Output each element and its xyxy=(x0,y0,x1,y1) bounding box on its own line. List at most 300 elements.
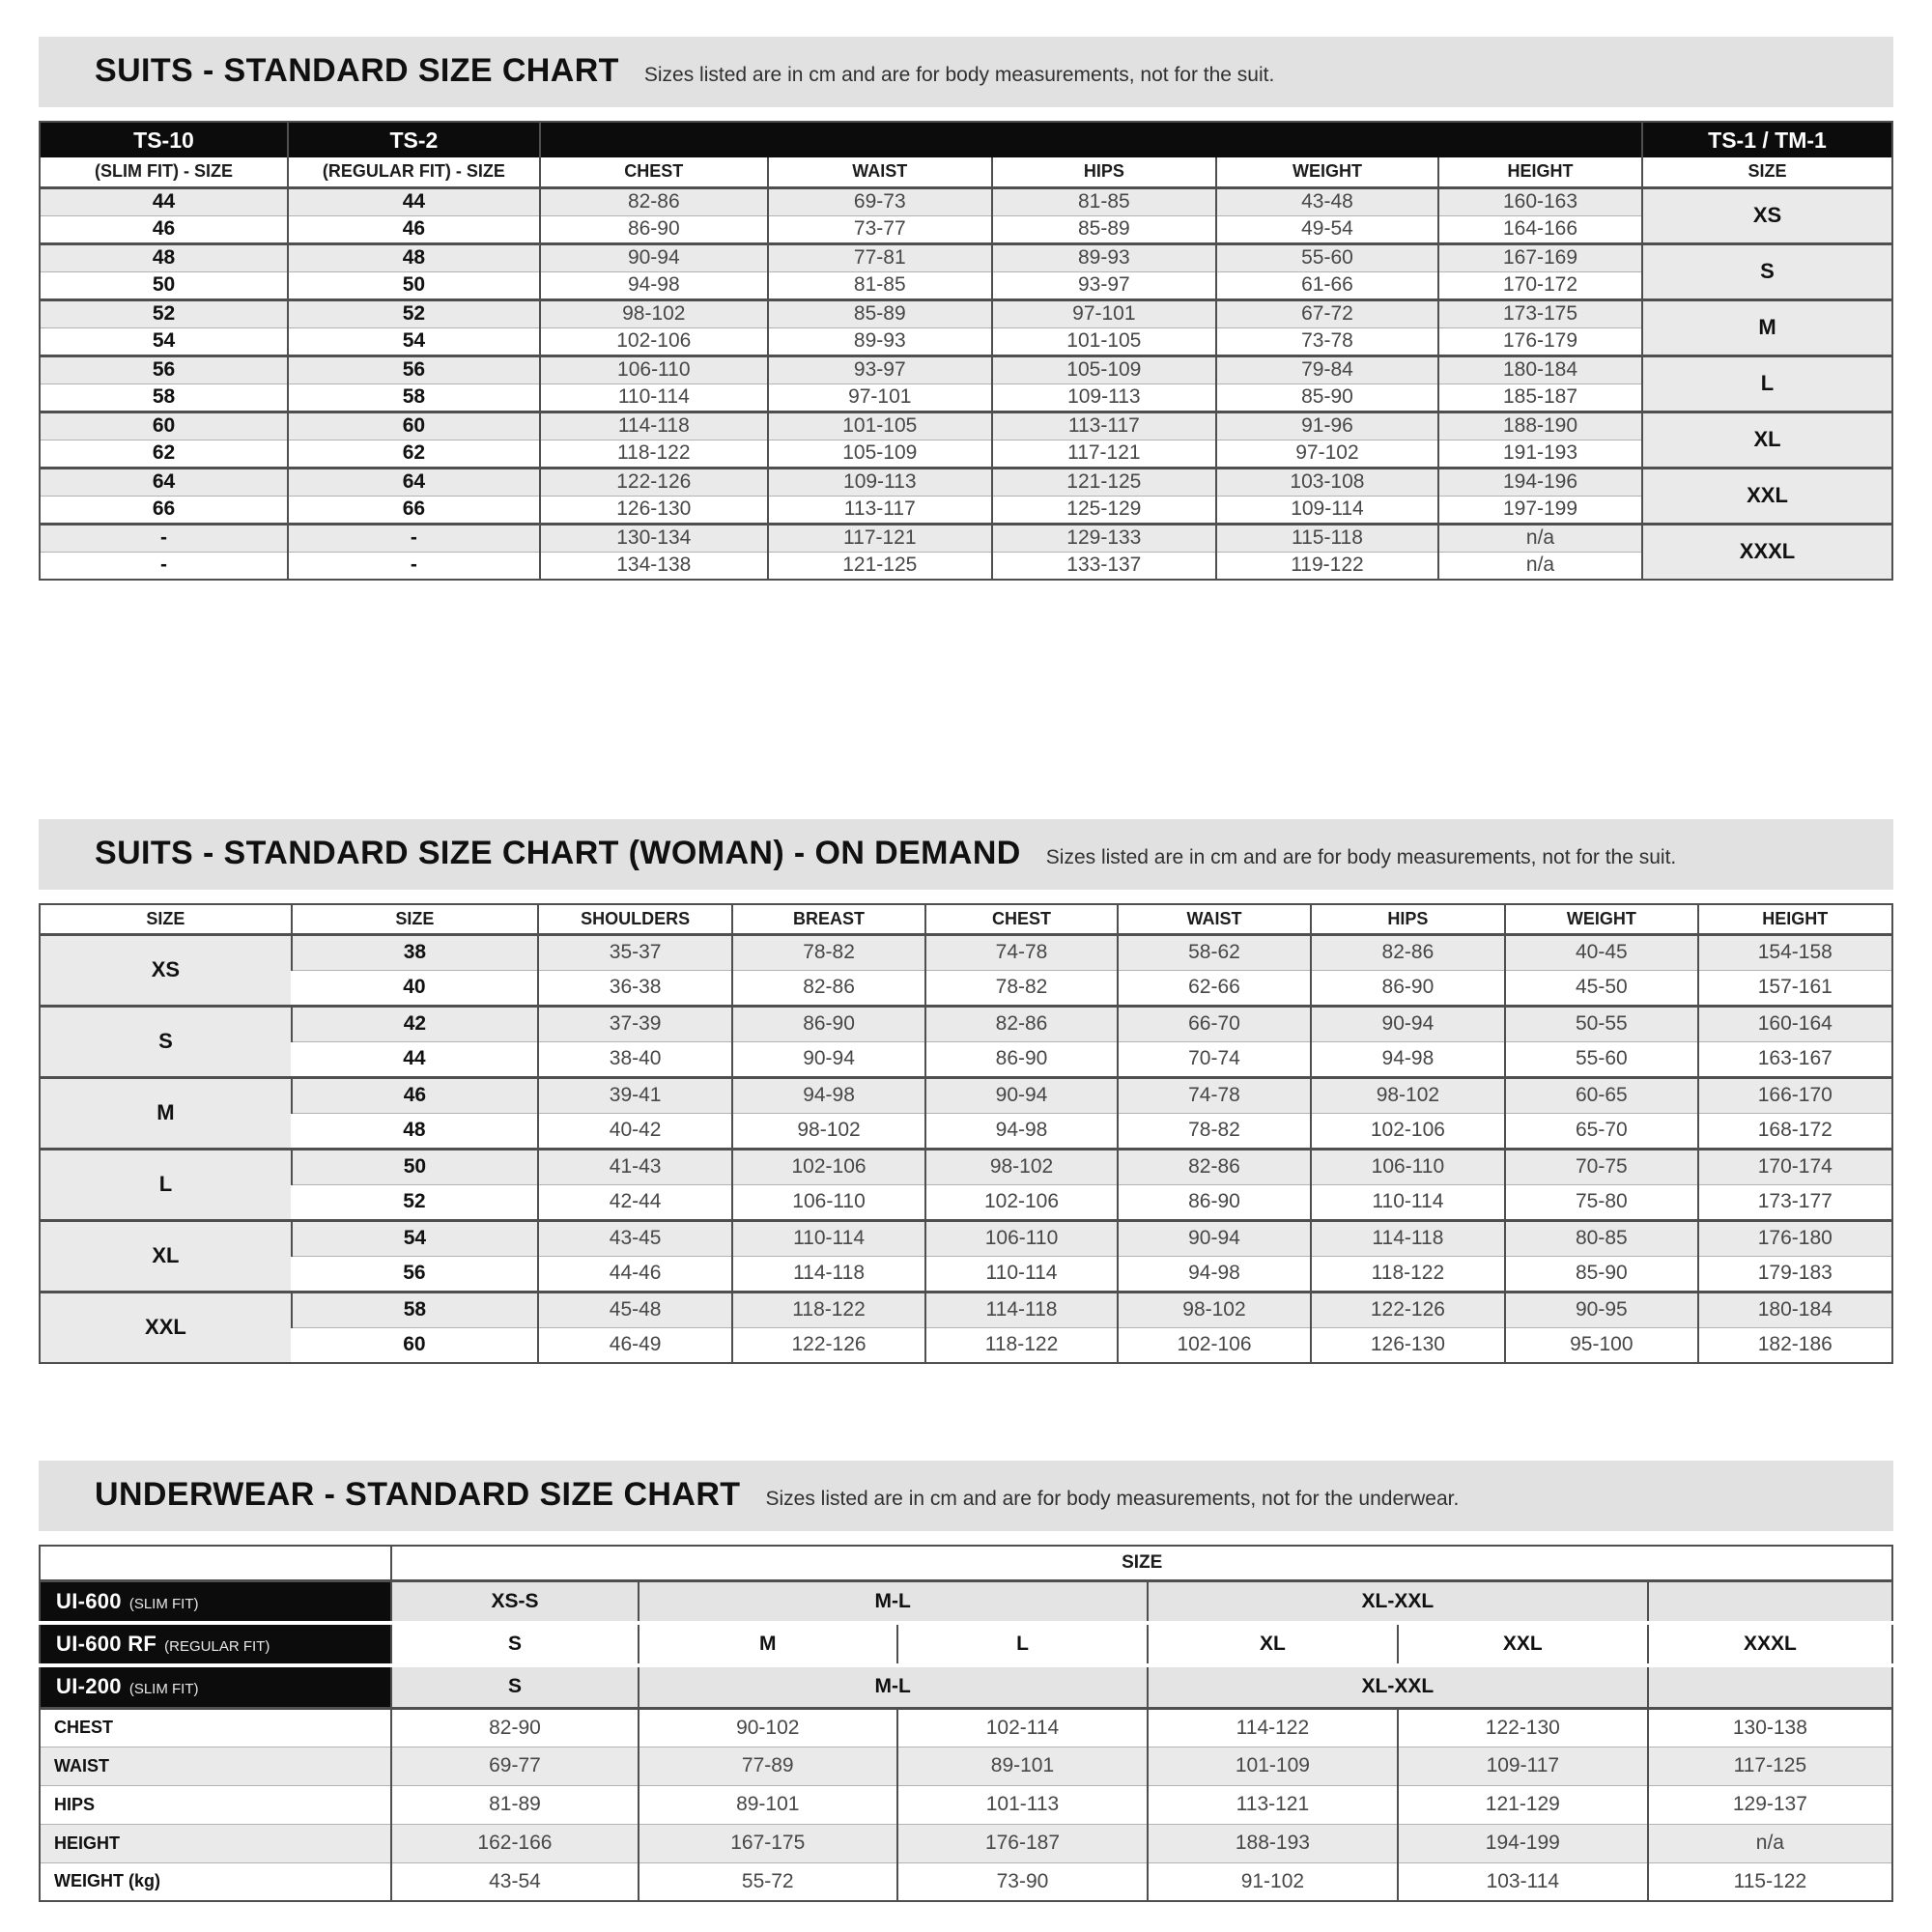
suits-men-hips-cell: 85-89 xyxy=(992,215,1216,243)
suits-men-ts2-size-cell: 44 xyxy=(288,187,540,215)
suits-woman-waist-cell: 82-86 xyxy=(1118,1149,1310,1184)
suits-woman-weight-cell: 60-65 xyxy=(1505,1077,1697,1113)
suits-men-weight-cell: 119-122 xyxy=(1216,552,1438,580)
suits-men-height-cell: 170-172 xyxy=(1438,271,1642,299)
underwear-waist-cell: 89-101 xyxy=(897,1747,1148,1785)
suits-men-ts2-size-cell: 50 xyxy=(288,271,540,299)
suits-men-height-cell: 185-187 xyxy=(1438,384,1642,412)
suits-woman-breast-cell: 90-94 xyxy=(732,1041,924,1077)
suits-men-waist-cell: 97-101 xyxy=(768,384,992,412)
suits-woman-shoulders-cell: 44-46 xyxy=(538,1256,732,1292)
suits-woman-shoulders-cell: 42-44 xyxy=(538,1184,732,1220)
suits-men-hips-cell: 81-85 xyxy=(992,187,1216,215)
suits-men-height-cell: n/a xyxy=(1438,552,1642,580)
suits-men-row-xxxl-1 xyxy=(40,552,1892,580)
underwear-chest-cell: 82-90 xyxy=(391,1708,638,1747)
suits-men-ts10-size-cell: - xyxy=(40,552,288,580)
suits-woman-size-number-cell: 40 xyxy=(292,970,538,1006)
suits-men-height-cell: 173-175 xyxy=(1438,299,1642,327)
suits-men-row-xl-0 xyxy=(40,412,1892,440)
suits-woman-size-number-cell: 46 xyxy=(292,1077,538,1113)
suits-men-weight-cell: 109-114 xyxy=(1216,496,1438,524)
suits-woman-height-cell: 166-170 xyxy=(1698,1077,1892,1113)
suits-men-chest-cell: 86-90 xyxy=(540,215,768,243)
suits-woman-weight-cell: 65-70 xyxy=(1505,1113,1697,1149)
suits-woman-height-cell: 163-167 xyxy=(1698,1041,1892,1077)
suits-woman-waist-cell: 74-78 xyxy=(1118,1077,1310,1113)
suits-men-ts10-size-cell: 62 xyxy=(40,440,288,468)
suits-men-weight-cell: 91-96 xyxy=(1216,412,1438,440)
suits-men-weight-cell: 97-102 xyxy=(1216,440,1438,468)
suits-men-hips-cell: 97-101 xyxy=(992,299,1216,327)
underwear-size-header-row xyxy=(40,1546,1892,1580)
col-waist: WAIST xyxy=(768,157,992,187)
underwear-measure-row-weight-kg xyxy=(40,1862,1892,1901)
suits-woman-chest-cell: 102-106 xyxy=(925,1184,1118,1220)
suits-woman-row-xs-0 xyxy=(40,934,1892,970)
suits-woman-size-table xyxy=(39,903,1893,1364)
underwear-size-span-cell: XL-XXL xyxy=(1148,1580,1648,1623)
suits-men-chest-cell: 98-102 xyxy=(540,299,768,327)
suits-men-weight-cell: 43-48 xyxy=(1216,187,1438,215)
suits-woman-shoulders-cell: 37-39 xyxy=(538,1006,732,1041)
suits-men-chest-cell: 102-106 xyxy=(540,327,768,355)
underwear-chest-cell: 130-138 xyxy=(1648,1708,1892,1747)
suits-woman-waist-cell: 78-82 xyxy=(1118,1113,1310,1149)
suits-men-weight-cell: 79-84 xyxy=(1216,355,1438,384)
model-header-spacer xyxy=(540,122,1642,157)
suits-woman-breast-cell: 94-98 xyxy=(732,1077,924,1113)
underwear-size-span-cell: XL xyxy=(1148,1623,1398,1665)
suits-men-waist-cell: 93-97 xyxy=(768,355,992,384)
suits-men-row-l-1 xyxy=(40,384,1892,412)
suits-men-row-m-0 xyxy=(40,299,1892,327)
suits-woman-size-number-cell: 48 xyxy=(292,1113,538,1149)
suits-men-size-group-xl: XL xyxy=(1642,412,1892,468)
suits-men-ts2-size-cell: 56 xyxy=(288,355,540,384)
suits-men-chest-cell: 106-110 xyxy=(540,355,768,384)
underwear-measure-row-height xyxy=(40,1824,1892,1862)
suits-men-waist-cell: 69-73 xyxy=(768,187,992,215)
suits-men-ts2-size-cell: - xyxy=(288,524,540,552)
underwear-measure-row-chest xyxy=(40,1708,1892,1747)
suits-men-ts2-size-cell: 60 xyxy=(288,412,540,440)
suits-woman-row-m-1 xyxy=(40,1113,1892,1149)
underwear-hips-cell: 129-137 xyxy=(1648,1785,1892,1824)
suits-woman-breast-cell: 98-102 xyxy=(732,1113,924,1149)
suits-woman-breast-cell: 78-82 xyxy=(732,934,924,970)
col-height: HEIGHT xyxy=(1698,904,1892,934)
underwear-size-span-cell: XS-S xyxy=(391,1580,638,1623)
suits-men-waist-cell: 117-121 xyxy=(768,524,992,552)
suits-men-hips-cell: 113-117 xyxy=(992,412,1216,440)
suits-woman-breast-cell: 122-126 xyxy=(732,1327,924,1363)
suits-woman-shoulders-cell: 39-41 xyxy=(538,1077,732,1113)
underwear-title-bar xyxy=(39,1461,1893,1531)
suits-woman-chest-cell: 118-122 xyxy=(925,1327,1118,1363)
suits-men-ts2-size-cell: 54 xyxy=(288,327,540,355)
suits-men-weight-cell: 55-60 xyxy=(1216,243,1438,271)
suits-woman-weight-cell: 85-90 xyxy=(1505,1256,1697,1292)
col-shoulders: SHOULDERS xyxy=(538,904,732,934)
suits-woman-weight-cell: 75-80 xyxy=(1505,1184,1697,1220)
suits-men-hips-cell: 121-125 xyxy=(992,468,1216,496)
suits-woman-weight-cell: 55-60 xyxy=(1505,1041,1697,1077)
underwear-size-table xyxy=(39,1545,1893,1902)
underwear-measure-label-weight-kg: WEIGHT (kg) xyxy=(40,1862,391,1901)
suits-woman-weight-cell: 45-50 xyxy=(1505,970,1697,1006)
suits-woman-shoulders-cell: 38-40 xyxy=(538,1041,732,1077)
suits-woman-row-xxl-0 xyxy=(40,1292,1892,1327)
underwear-waist-cell: 117-125 xyxy=(1648,1747,1892,1785)
woman-column-header-row xyxy=(40,904,1892,934)
suits-woman-breast-cell: 110-114 xyxy=(732,1220,924,1256)
suits-woman-breast-cell: 114-118 xyxy=(732,1256,924,1292)
suits-woman-waist-cell: 98-102 xyxy=(1118,1292,1310,1327)
underwear-measure-label-hips: HIPS xyxy=(40,1785,391,1824)
suits-woman-size-number-cell: 38 xyxy=(292,934,538,970)
col-size-number: SIZE xyxy=(292,904,538,934)
col-chest: CHEST xyxy=(540,157,768,187)
underwear-height-cell: 167-175 xyxy=(639,1824,898,1862)
suits-woman-hips-cell: 118-122 xyxy=(1311,1256,1505,1292)
suits-woman-hips-cell: 98-102 xyxy=(1311,1077,1505,1113)
suits-men-row-xxl-1 xyxy=(40,496,1892,524)
underwear-weight-kg-cell: 43-54 xyxy=(391,1862,638,1901)
suits-size-table xyxy=(39,121,1893,581)
suits-woman-chest-cell: 82-86 xyxy=(925,1006,1118,1041)
suits-woman-size-number-cell: 58 xyxy=(292,1292,538,1327)
suits-men-weight-cell: 103-108 xyxy=(1216,468,1438,496)
suits-men-ts2-size-cell: 48 xyxy=(288,243,540,271)
suits-men-chest-cell: 110-114 xyxy=(540,384,768,412)
underwear-chest-cell: 122-130 xyxy=(1398,1708,1648,1747)
col-weight: WEIGHT xyxy=(1505,904,1697,934)
underwear-corner-cell xyxy=(40,1546,391,1580)
underwear-size-span-cell: L xyxy=(897,1623,1148,1665)
suits-woman-waist-cell: 86-90 xyxy=(1118,1184,1310,1220)
underwear-height-cell: 194-199 xyxy=(1398,1824,1648,1862)
suits-men-size-group-l: L xyxy=(1642,355,1892,412)
suits-men-hips-cell: 105-109 xyxy=(992,355,1216,384)
suits-men-size-group-xs: XS xyxy=(1642,187,1892,243)
col-size-group: SIZE xyxy=(40,904,292,934)
suits-men-chest-cell: 122-126 xyxy=(540,468,768,496)
col-waist: WAIST xyxy=(1118,904,1310,934)
suits-men-height-cell: n/a xyxy=(1438,524,1642,552)
underwear-hips-cell: 101-113 xyxy=(897,1785,1148,1824)
model-name: UI-600 xyxy=(56,1588,122,1613)
suits-woman-height-cell: 157-161 xyxy=(1698,970,1892,1006)
col-weight: WEIGHT xyxy=(1216,157,1438,187)
suits-men-chest-cell: 94-98 xyxy=(540,271,768,299)
underwear-height-cell: 188-193 xyxy=(1148,1824,1398,1862)
suits-men-waist-cell: 109-113 xyxy=(768,468,992,496)
col-height: HEIGHT xyxy=(1438,157,1642,187)
suits-woman-breast-cell: 102-106 xyxy=(732,1149,924,1184)
suits-woman-height-cell: 179-183 xyxy=(1698,1256,1892,1292)
suits-woman-hips-cell: 86-90 xyxy=(1311,970,1505,1006)
suits-woman-size-group-xxl: XXL xyxy=(40,1292,292,1363)
suits-woman-breast-cell: 82-86 xyxy=(732,970,924,1006)
col-chest: CHEST xyxy=(925,904,1118,934)
suits-men-height-cell: 167-169 xyxy=(1438,243,1642,271)
suits-men-ts10-size-cell: 54 xyxy=(40,327,288,355)
suits-woman-waist-cell: 90-94 xyxy=(1118,1220,1310,1256)
suits-men-size-group-s: S xyxy=(1642,243,1892,299)
suits-woman-shoulders-cell: 41-43 xyxy=(538,1149,732,1184)
underwear-waist-cell: 69-77 xyxy=(391,1747,638,1785)
suits-men-chest-cell: 118-122 xyxy=(540,440,768,468)
suits-woman-height-cell: 182-186 xyxy=(1698,1327,1892,1363)
suits-woman-hips-cell: 126-130 xyxy=(1311,1327,1505,1363)
suits-men-waist-cell: 105-109 xyxy=(768,440,992,468)
model-ts10-header: TS-10 xyxy=(40,122,288,157)
suits-men-weight-cell: 61-66 xyxy=(1216,271,1438,299)
suits-woman-waist-cell: 102-106 xyxy=(1118,1327,1310,1363)
suits-woman-size-group-m: M xyxy=(40,1077,292,1149)
suits-men-hips-cell: 117-121 xyxy=(992,440,1216,468)
suits-woman-row-s-1 xyxy=(40,1041,1892,1077)
suits-men-weight-cell: 67-72 xyxy=(1216,299,1438,327)
suits-men-hips-cell: 93-97 xyxy=(992,271,1216,299)
section-suits-standard xyxy=(39,37,1893,581)
suits-woman-title: SUITS - STANDARD SIZE CHART (WOMAN) - ON DEMAND xyxy=(95,835,1021,871)
suits-woman-hips-cell: 82-86 xyxy=(1311,934,1505,970)
suits-woman-chest-cell: 86-90 xyxy=(925,1041,1118,1077)
suits-men-chest-cell: 130-134 xyxy=(540,524,768,552)
suits-woman-breast-cell: 118-122 xyxy=(732,1292,924,1327)
suits-woman-hips-cell: 94-98 xyxy=(1311,1041,1505,1077)
suits-woman-shoulders-cell: 40-42 xyxy=(538,1113,732,1149)
suits-men-waist-cell: 73-77 xyxy=(768,215,992,243)
suits-men-ts10-size-cell: 60 xyxy=(40,412,288,440)
suits-men-ts10-size-cell: 46 xyxy=(40,215,288,243)
suits-woman-height-cell: 170-174 xyxy=(1698,1149,1892,1184)
suits-men-row-s-1 xyxy=(40,271,1892,299)
col-slim-fit-size: (SLIM FIT) - SIZE xyxy=(40,157,288,187)
underwear-size-span-cell: M-L xyxy=(639,1580,1148,1623)
underwear-model-label-ui-600-rf xyxy=(40,1623,391,1665)
suits-men-waist-cell: 121-125 xyxy=(768,552,992,580)
suits-woman-chest-cell: 110-114 xyxy=(925,1256,1118,1292)
suits-men-size-group-xxl: XXL xyxy=(1642,468,1892,524)
suits-men-row-xs-1 xyxy=(40,215,1892,243)
suits-woman-size-group-xs: XS xyxy=(40,934,292,1006)
underwear-hips-cell: 81-89 xyxy=(391,1785,638,1824)
suits-title-bar xyxy=(39,37,1893,107)
suits-men-ts2-size-cell: 52 xyxy=(288,299,540,327)
suits-men-height-cell: 180-184 xyxy=(1438,355,1642,384)
suits-woman-row-m-0 xyxy=(40,1077,1892,1113)
suits-woman-size-number-cell: 42 xyxy=(292,1006,538,1041)
underwear-model-row-ui-600 xyxy=(40,1580,1892,1623)
underwear-weight-kg-cell: 115-122 xyxy=(1648,1862,1892,1901)
model-fit: (SLIM FIT) xyxy=(128,1681,199,1698)
suits-men-waist-cell: 101-105 xyxy=(768,412,992,440)
col-breast: BREAST xyxy=(732,904,924,934)
suits-men-ts2-size-cell: 58 xyxy=(288,384,540,412)
suits-men-hips-cell: 133-137 xyxy=(992,552,1216,580)
suits-woman-size-number-cell: 44 xyxy=(292,1041,538,1077)
underwear-size-span-cell: S xyxy=(391,1665,638,1708)
underwear-measure-row-hips xyxy=(40,1785,1892,1824)
suits-woman-subtitle: Sizes listed are in cm and are for body measurements, not for the suit. xyxy=(1045,846,1677,868)
underwear-model-row-ui-600-rf xyxy=(40,1623,1892,1665)
suits-men-ts2-size-cell: - xyxy=(288,552,540,580)
suits-men-weight-cell: 73-78 xyxy=(1216,327,1438,355)
underwear-hips-cell: 113-121 xyxy=(1148,1785,1398,1824)
underwear-size-span-cell: XXXL xyxy=(1648,1623,1892,1665)
underwear-size-span-cell xyxy=(1648,1580,1892,1623)
suits-woman-chest-cell: 98-102 xyxy=(925,1149,1118,1184)
suits-woman-shoulders-cell: 46-49 xyxy=(538,1327,732,1363)
suits-men-ts10-size-cell: 64 xyxy=(40,468,288,496)
suits-men-height-cell: 194-196 xyxy=(1438,468,1642,496)
suits-woman-height-cell: 168-172 xyxy=(1698,1113,1892,1149)
suits-subtitle: Sizes listed are in cm and are for body measurements, not for the suit. xyxy=(643,64,1275,86)
underwear-size-span-cell: M xyxy=(639,1623,898,1665)
suits-men-height-cell: 197-199 xyxy=(1438,496,1642,524)
model-name: UI-600 RF xyxy=(56,1632,157,1656)
suits-woman-chest-cell: 106-110 xyxy=(925,1220,1118,1256)
suits-woman-breast-cell: 86-90 xyxy=(732,1006,924,1041)
section-suits-woman xyxy=(39,819,1893,1364)
suits-woman-hips-cell: 106-110 xyxy=(1311,1149,1505,1184)
suits-men-ts2-size-cell: 62 xyxy=(288,440,540,468)
suits-woman-shoulders-cell: 43-45 xyxy=(538,1220,732,1256)
suits-men-ts10-size-cell: 66 xyxy=(40,496,288,524)
underwear-size-header: SIZE xyxy=(391,1546,1892,1580)
suits-men-size-group-xxxl: XXXL xyxy=(1642,524,1892,580)
suits-woman-chest-cell: 78-82 xyxy=(925,970,1118,1006)
suits-column-header-row xyxy=(40,157,1892,187)
suits-men-ts10-size-cell: 58 xyxy=(40,384,288,412)
col-hips: HIPS xyxy=(1311,904,1505,934)
suits-woman-hips-cell: 110-114 xyxy=(1311,1184,1505,1220)
suits-men-height-cell: 188-190 xyxy=(1438,412,1642,440)
suits-men-row-s-0 xyxy=(40,243,1892,271)
suits-men-chest-cell: 90-94 xyxy=(540,243,768,271)
suits-woman-size-group-s: S xyxy=(40,1006,292,1077)
suits-woman-weight-cell: 90-95 xyxy=(1505,1292,1697,1327)
underwear-height-cell: 176-187 xyxy=(897,1824,1148,1862)
suits-woman-row-xxl-1 xyxy=(40,1327,1892,1363)
suits-woman-hips-cell: 102-106 xyxy=(1311,1113,1505,1149)
suits-men-height-cell: 176-179 xyxy=(1438,327,1642,355)
suits-woman-height-cell: 176-180 xyxy=(1698,1220,1892,1256)
underwear-height-cell: 162-166 xyxy=(391,1824,638,1862)
suits-men-ts10-size-cell: 44 xyxy=(40,187,288,215)
suits-men-ts10-size-cell: 50 xyxy=(40,271,288,299)
underwear-chest-cell: 102-114 xyxy=(897,1708,1148,1747)
suits-men-weight-cell: 115-118 xyxy=(1216,524,1438,552)
col-size: SIZE xyxy=(1642,157,1892,187)
suits-woman-row-l-0 xyxy=(40,1149,1892,1184)
suits-woman-chest-cell: 114-118 xyxy=(925,1292,1118,1327)
underwear-size-span-cell: M-L xyxy=(639,1665,1148,1708)
underwear-waist-cell: 77-89 xyxy=(639,1747,898,1785)
underwear-weight-kg-cell: 73-90 xyxy=(897,1862,1148,1901)
suits-men-waist-cell: 81-85 xyxy=(768,271,992,299)
suits-men-ts10-size-cell: 52 xyxy=(40,299,288,327)
suits-model-header-row xyxy=(40,122,1892,157)
col-hips: HIPS xyxy=(992,157,1216,187)
underwear-measure-label-height: HEIGHT xyxy=(40,1824,391,1862)
suits-woman-size-group-l: L xyxy=(40,1149,292,1220)
underwear-waist-cell: 109-117 xyxy=(1398,1747,1648,1785)
suits-men-chest-cell: 134-138 xyxy=(540,552,768,580)
suits-men-ts10-size-cell: 48 xyxy=(40,243,288,271)
suits-men-waist-cell: 113-117 xyxy=(768,496,992,524)
suits-woman-title-bar xyxy=(39,819,1893,890)
suits-woman-chest-cell: 74-78 xyxy=(925,934,1118,970)
suits-men-row-xl-1 xyxy=(40,440,1892,468)
suits-men-weight-cell: 49-54 xyxy=(1216,215,1438,243)
suits-woman-waist-cell: 58-62 xyxy=(1118,934,1310,970)
suits-men-ts10-size-cell: - xyxy=(40,524,288,552)
underwear-chest-cell: 90-102 xyxy=(639,1708,898,1747)
suits-men-hips-cell: 89-93 xyxy=(992,243,1216,271)
suits-men-waist-cell: 77-81 xyxy=(768,243,992,271)
suits-woman-row-s-0 xyxy=(40,1006,1892,1041)
underwear-subtitle: Sizes listed are in cm and are for body measurements, not for the underwear. xyxy=(765,1488,1460,1510)
underwear-chest-cell: 114-122 xyxy=(1148,1708,1398,1747)
suits-men-hips-cell: 101-105 xyxy=(992,327,1216,355)
suits-woman-row-xs-1 xyxy=(40,970,1892,1006)
suits-woman-weight-cell: 70-75 xyxy=(1505,1149,1697,1184)
suits-woman-hips-cell: 122-126 xyxy=(1311,1292,1505,1327)
suits-woman-shoulders-cell: 36-38 xyxy=(538,970,732,1006)
suits-men-ts10-size-cell: 56 xyxy=(40,355,288,384)
suits-men-height-cell: 164-166 xyxy=(1438,215,1642,243)
suits-men-chest-cell: 126-130 xyxy=(540,496,768,524)
suits-men-row-xxl-0 xyxy=(40,468,1892,496)
col-regular-fit-size: (REGULAR FIT) - SIZE xyxy=(288,157,540,187)
suits-woman-size-number-cell: 50 xyxy=(292,1149,538,1184)
suits-men-hips-cell: 109-113 xyxy=(992,384,1216,412)
suits-woman-shoulders-cell: 35-37 xyxy=(538,934,732,970)
model-ts1-tm1-header: TS-1 / TM-1 xyxy=(1642,122,1892,157)
model-fit: (REGULAR FIT) xyxy=(164,1638,270,1655)
suits-woman-weight-cell: 50-55 xyxy=(1505,1006,1697,1041)
underwear-hips-cell: 121-129 xyxy=(1398,1785,1648,1824)
suits-woman-row-xl-1 xyxy=(40,1256,1892,1292)
underwear-weight-kg-cell: 103-114 xyxy=(1398,1862,1648,1901)
suits-woman-size-number-cell: 60 xyxy=(292,1327,538,1363)
suits-men-weight-cell: 85-90 xyxy=(1216,384,1438,412)
suits-men-row-xs-0 xyxy=(40,187,1892,215)
suits-woman-height-cell: 154-158 xyxy=(1698,934,1892,970)
suits-men-height-cell: 191-193 xyxy=(1438,440,1642,468)
suits-woman-shoulders-cell: 45-48 xyxy=(538,1292,732,1327)
suits-woman-hips-cell: 90-94 xyxy=(1311,1006,1505,1041)
suits-men-hips-cell: 125-129 xyxy=(992,496,1216,524)
suits-men-ts2-size-cell: 66 xyxy=(288,496,540,524)
suits-men-ts2-size-cell: 46 xyxy=(288,215,540,243)
suits-woman-waist-cell: 70-74 xyxy=(1118,1041,1310,1077)
underwear-model-label-ui-200 xyxy=(40,1665,391,1708)
underwear-waist-cell: 101-109 xyxy=(1148,1747,1398,1785)
underwear-size-span-cell: XXL xyxy=(1398,1623,1648,1665)
underwear-measure-label-waist: WAIST xyxy=(40,1747,391,1785)
underwear-title: UNDERWEAR - STANDARD SIZE CHART xyxy=(95,1476,741,1513)
suits-woman-row-xl-0 xyxy=(40,1220,1892,1256)
suits-woman-breast-cell: 106-110 xyxy=(732,1184,924,1220)
suits-men-chest-cell: 82-86 xyxy=(540,187,768,215)
underwear-weight-kg-cell: 91-102 xyxy=(1148,1862,1398,1901)
underwear-hips-cell: 89-101 xyxy=(639,1785,898,1824)
